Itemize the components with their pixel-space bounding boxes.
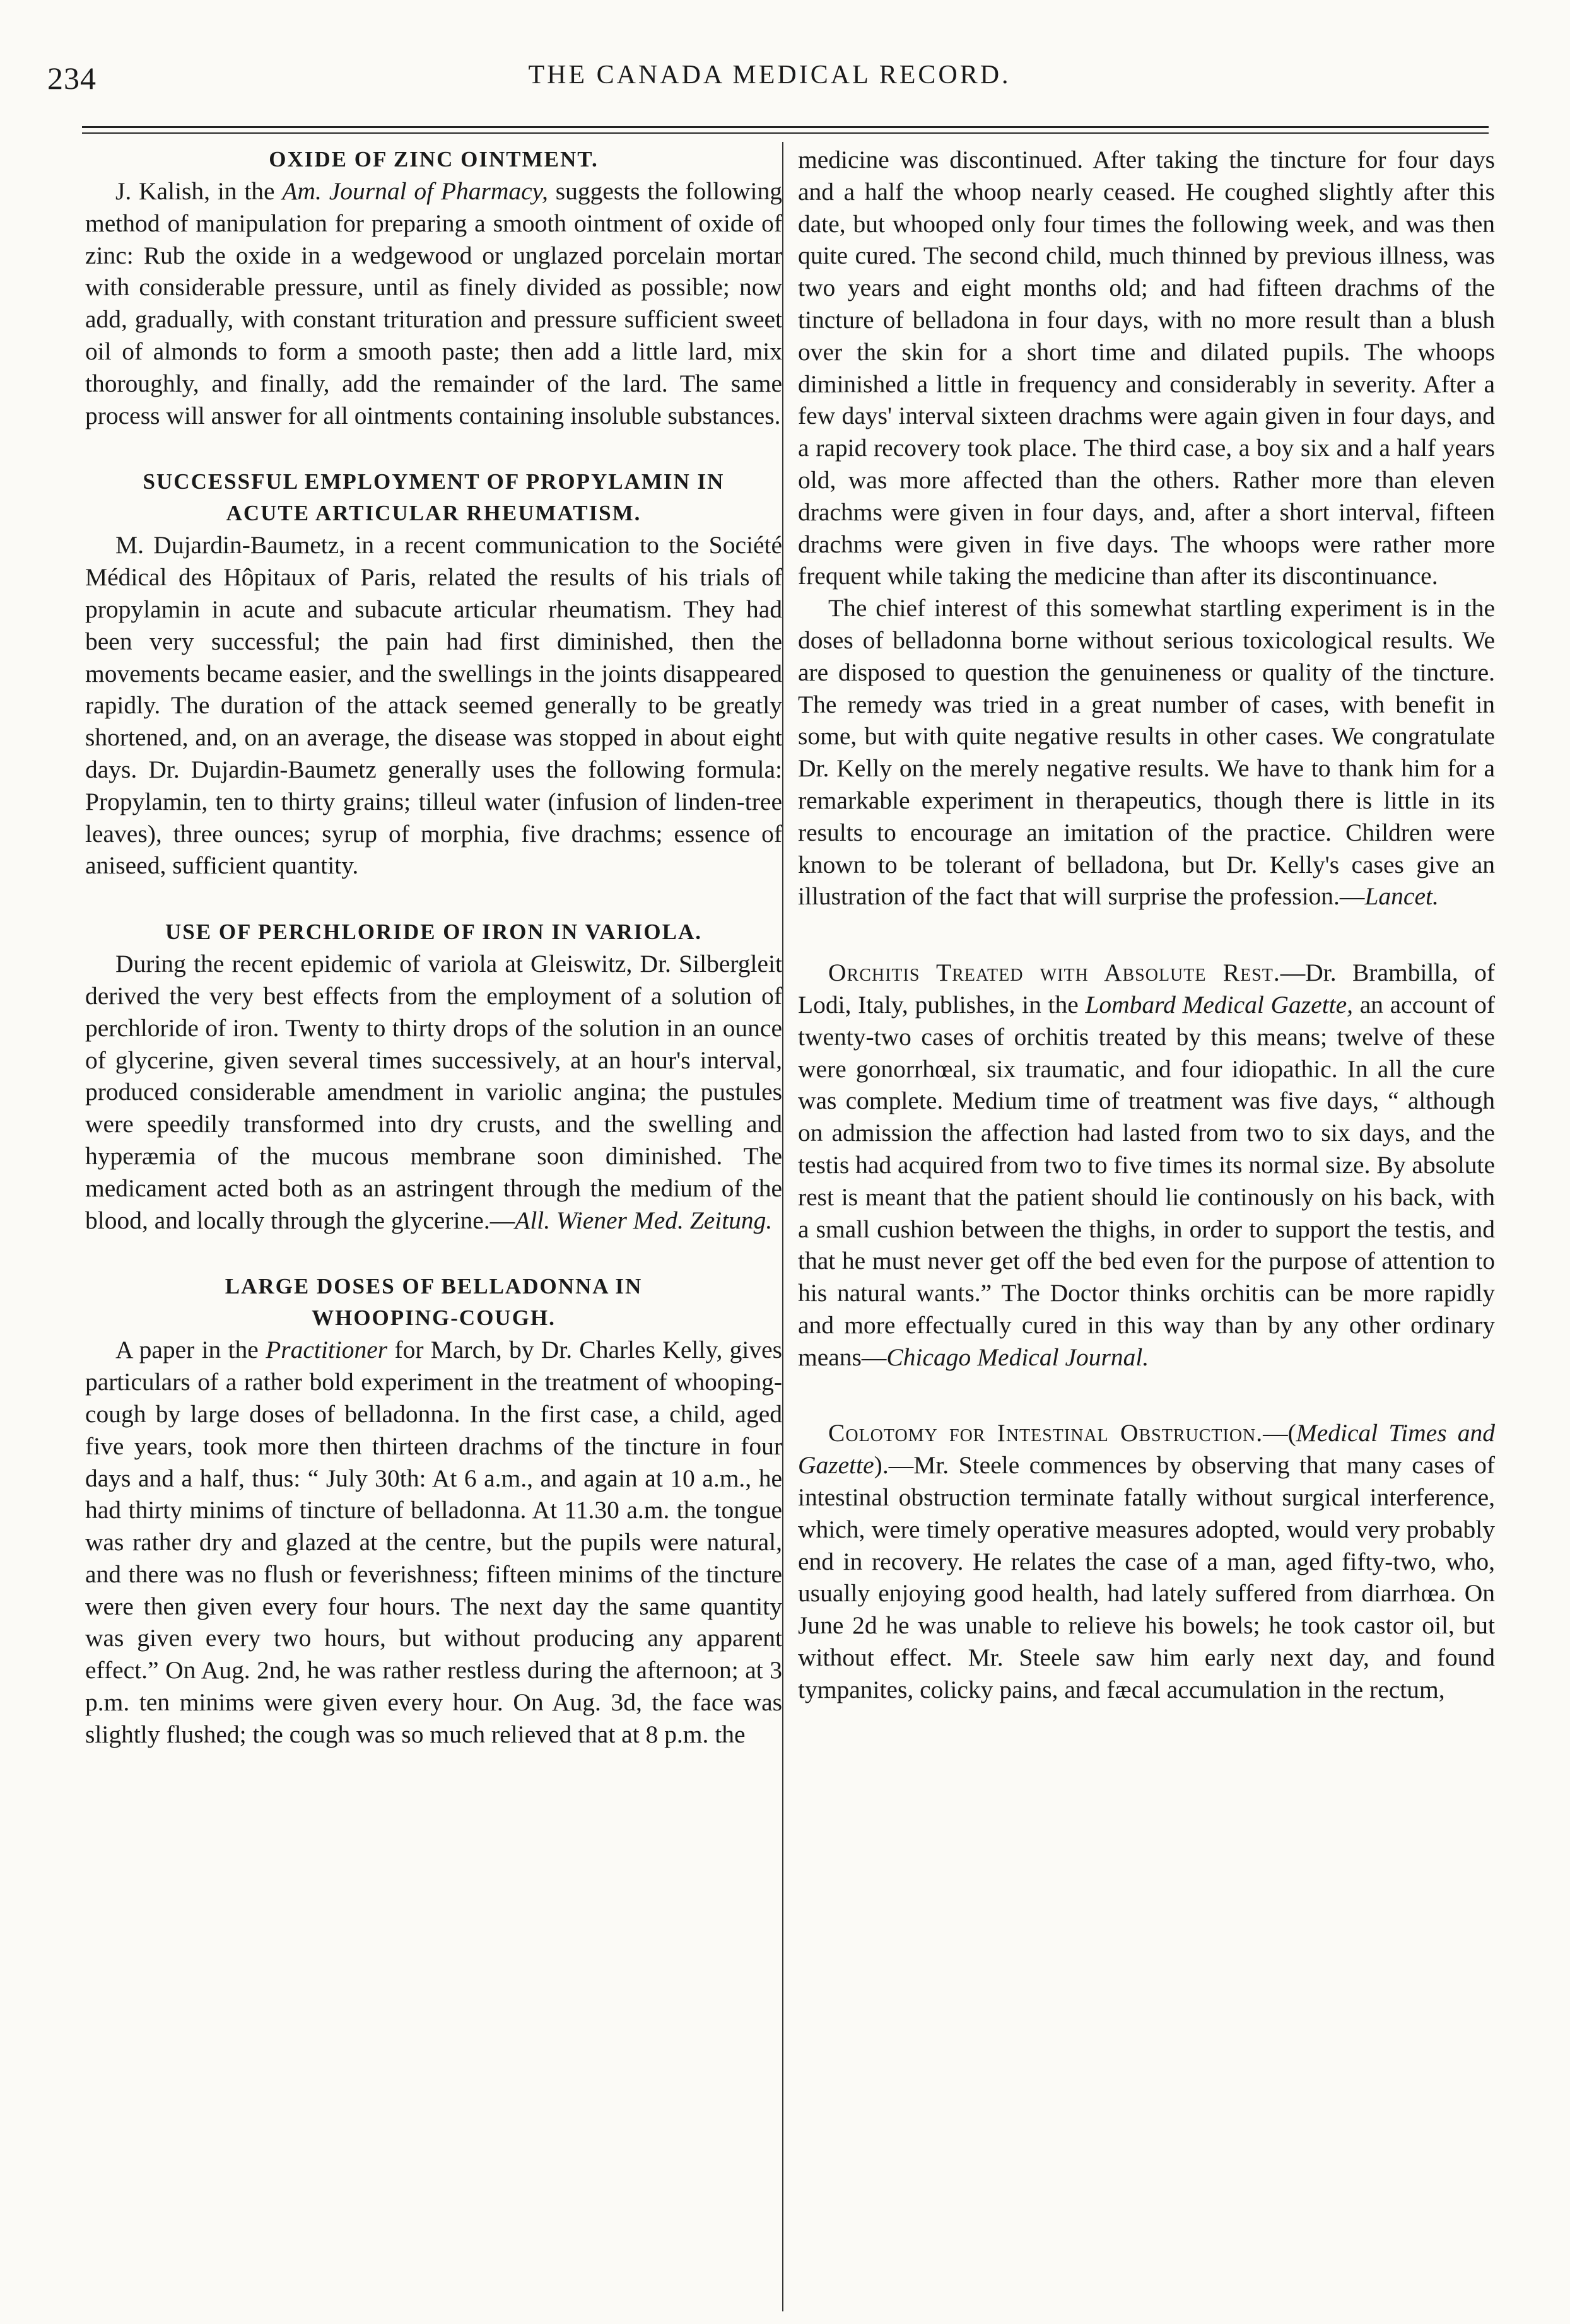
- article-heading: OXIDE OF ZINC OINTMENT.: [269, 147, 599, 172]
- journal-title: Am. Journal of Pharmacy,: [282, 177, 548, 205]
- header-rule-thin: [82, 132, 1489, 134]
- text-run: —Dr. Brambilla, of Lodi, Italy, publishes, in the: [798, 959, 1495, 1019]
- right-column: [798, 144, 1495, 1706]
- article-heading: USE OF PERCHLORIDE OF IRON IN VARIOLA.: [165, 920, 702, 945]
- article-propylamin: [85, 466, 782, 882]
- journal-title: Lombard Medical Gazette,: [1085, 990, 1354, 1019]
- text-run: The chief interest of this somewhat startling experiment is in the doses of belladonna borne without serious toxicological results. We are disposed to question the genuineness or quality of the tincture. The remedy was tried in a great number of cases, with benefit in some, but with quite negative results in other cases. We congratulate Dr. Kelly on the merely negative results. We have to thank him for a remarkable experiment in therapeutics, though there is little in its results to encourage an imitation of the practice. Children were known to be tolerant of belladona, but Dr. Kelly's cases give an illustration of the fact that will surprise the profession.—: [798, 594, 1495, 911]
- running-title: THE CANADA MEDICAL RECORD.: [528, 61, 1011, 90]
- left-column: [85, 144, 782, 1751]
- journal-title: Practitioner: [266, 1336, 388, 1364]
- article-belladonna-continued: [798, 144, 1495, 913]
- article-perchloride: [85, 916, 782, 1236]
- article-colotomy: [798, 1417, 1495, 1705]
- text-run: During the recent epidemic of variola at Gleiswitz, Dr. Silbergleit derived the very best effects from the employment of a solution of perchloride of iron. Twenty to thirty drops of the solution in an ounce of glycerine, given several times successively, at an hour's interval, produced considerable amendment in variolic angina; the pustules were speedily transformed into dry crusts, and the swelling and hyperæmia of the mucous membrane soon diminished. The medicament acted both as an astringent through the medium of the blood, and locally through the glycerine.—: [85, 950, 782, 1234]
- article-paragraph: [798, 957, 1495, 1373]
- article-heading: LARGE DOSES OF BELLADONNA IN: [225, 1274, 643, 1299]
- article-inline-heading: Orchitis Treated with Absolute Rest.: [828, 959, 1280, 987]
- source-citation: Lancet.: [1364, 882, 1439, 911]
- article-orchitis: [798, 957, 1495, 1373]
- article-paragraph: [798, 592, 1495, 913]
- article-heading-line2: ACUTE ARTICULAR RHEUMATISM.: [226, 501, 641, 526]
- source-citation: All. Wiener Med. Zeitung.: [515, 1206, 773, 1234]
- text-run: suggests the following method of manipulation for preparing a smooth ointment of oxide of zinc: Rub the oxide in a wedgewood or unglazed porcelain mortar with considerable pressure, until as finely divided as possible; now add, gradually, with constant trituration and pressure sufficient sweet oil of almonds to form a smooth paste; then add a little lard, mix thoroughly, and finally, add the remainder of the lard. The same process will answer for all ointments containing insoluble substances.: [85, 177, 782, 429]
- article-zinc-ointment: [85, 144, 782, 431]
- text-run: an account of twenty-two cases of orchitis treated by this means; twelve of these were gonorrhœal, six traumatic, and four idiopathic. In all the cure was complete. Medium time of treatment was five days, “ although on admission the affection had lasted from two to six days, and the testis had acquired from two to five times its normal size. By absolute rest is meant that the patient should lie continously on his back, with a small cushion between the thighs, in order to support the testis, and that he must never get off the bed even for the purpose of attention to his natural wants.” The Doctor thinks orchitis can be more rapidly and more effectually cured in this way than by any other ordinary means—: [798, 990, 1495, 1371]
- text-run: —(: [1263, 1419, 1296, 1447]
- article-paragraph: [798, 1417, 1495, 1705]
- article-heading-line2: WHOOPING-COUGH.: [312, 1305, 556, 1331]
- column-divider: [782, 142, 783, 2311]
- article-paragraph: [85, 175, 782, 431]
- article-inline-heading: Colotomy for Intestinal Obstruction.: [828, 1419, 1263, 1447]
- journal-title: Medical Times and Gazette: [798, 1419, 1495, 1480]
- article-paragraph: [85, 948, 782, 1236]
- source-citation: Chicago Medical Journal.: [886, 1343, 1149, 1371]
- article-paragraph: [85, 1334, 782, 1750]
- text-run: A paper in the: [115, 1336, 266, 1364]
- text-run: for March, by Dr. Charles Kelly, gives particulars of a rather bold experiment in the treatment of whooping-cough by large doses of belladonna. In the first case, a child, aged five years, took more then thirteen drachms of the tincture in four days and a half, thus: “ July 30th: At 6 a.m., and again at 10 a.m., he had thirty minims of tincture of belladonna. At 11.30 a.m. the tongue was rather dry and glazed at the centre, but the pupils were natural, and there was no flush or feverishness; fifteen minims of the tincture were then given every four hours. The next day the same quantity was given every two hours, but without producing any apparent effect.” On Aug. 2nd, he was rather restless during the afternoon; at 3 p.m. ten minims were given every hour. On Aug. 3d, the face was slightly flushed; the cough was so much relieved that at 8 p.m. the: [85, 1336, 782, 1748]
- page-header: [47, 60, 1492, 104]
- article-paragraph: medicine was discontinued. After taking the tincture for four days and a half the whoop nearly ceased. He coughed slightly after this date, but whooped only four times the following week, and was then quite cured. The second child, much thinned by previous illness, was two years and eight months old; and had fifteen drachms of the tincture of belladona in four days, with no more result than a blush over the skin for a short time and dilated pupils. The whoops diminished a little in frequency and considerably in severity. After a few days' interval sixteen drachms were again given in four days, and a rapid recovery took place. The third case, a boy six and a half years old, was more affected than the others. Rather more than eleven drachms were given in four days, and, after a short interval, fifteen drachms were given in five days. The whoops were rather more frequent while taking the medicine than after its discontinuance.: [798, 146, 1495, 590]
- article-belladonna: [85, 1271, 782, 1750]
- page-number: 234: [47, 61, 97, 96]
- text-run: J. Kalish, in the: [115, 177, 283, 205]
- header-rule: [82, 126, 1489, 128]
- article-paragraph: M. Dujardin-Baumetz, in a recent communication to the Société Médical des Hôpitaux of Paris, related the results of his trials of propylamin in acute and subacute articular rheumatism. They had been very successful; the pain had first diminished, then the movements became easier, and the swellings in the joints disappeared rapidly. The duration of the attack seemed generally to be greatly shortened, and, on an average, the disease was stopped in about eight days. Dr. Dujardin-Baumetz generally uses the following formula: Propylamin, ten to thirty grains; tilleul water (infusion of linden-tree leaves), three ounces; syrup of morphia, five drachms; essence of aniseed, sufficient quantity.: [85, 531, 782, 880]
- text-run: ).—Mr. Steele commences by observing that many cases of intestinal obstruction terminate fatally without surgical interference, which, were timely operative measures adopted, would very probably end in recovery. He relates the case of a man, aged fifty-two, who, usually enjoying good health, had lately suffered from diarrhœa. On June 2d he was unable to relieve his bowels; he took castor oil, but without effect. Mr. Steele saw him early next day, and found tympanites, colicky pains, and fæcal accumulation in the rectum,: [798, 1451, 1495, 1703]
- article-heading: SUCCESSFUL EMPLOYMENT OF PROPYLAMIN IN: [143, 469, 725, 494]
